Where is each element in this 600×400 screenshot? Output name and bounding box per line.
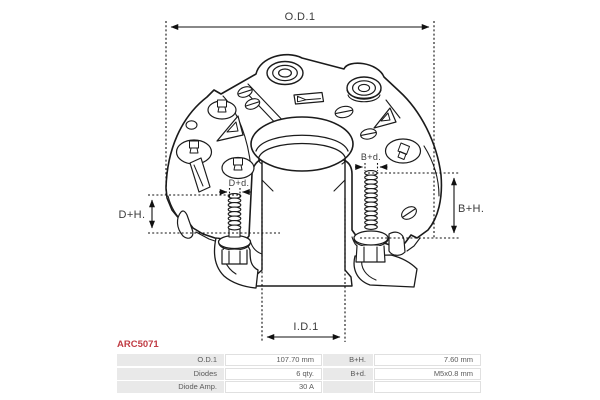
dim-label-od1: O.D.1 bbox=[284, 11, 316, 23]
mounting-grommet-left-icon bbox=[267, 62, 303, 85]
spec-value: 7.60 mm bbox=[374, 354, 481, 366]
spec-table bbox=[117, 354, 481, 393]
spec-value: 107.70 mm bbox=[225, 354, 322, 366]
center-bore-boss bbox=[251, 117, 353, 171]
terminal-slot-icon bbox=[294, 93, 324, 105]
spec-label: Diodes bbox=[117, 368, 224, 380]
spec-label: B+d. bbox=[323, 368, 373, 380]
center-bore-tube bbox=[253, 158, 352, 286]
spec-label: B+H. bbox=[323, 354, 373, 366]
dim-label-dd: D+d. bbox=[228, 178, 250, 188]
spec-label: O.D.1 bbox=[117, 354, 224, 366]
spec-value: 6 qty. bbox=[225, 368, 322, 380]
spec-value: M5x0.8 mm bbox=[374, 368, 481, 380]
part-number: ARC5071 bbox=[117, 339, 159, 350]
spec-label bbox=[323, 381, 373, 393]
dim-label-dh: D+H. bbox=[118, 209, 146, 221]
dim-label-bh: B+H. bbox=[458, 203, 485, 215]
spec-label: Diode Amp. bbox=[117, 381, 224, 393]
dim-label-id1: I.D.1 bbox=[293, 321, 319, 333]
dim-label-bd: B+d. bbox=[360, 152, 382, 162]
spec-value bbox=[374, 381, 481, 393]
spec-value: 30 A bbox=[225, 381, 322, 393]
